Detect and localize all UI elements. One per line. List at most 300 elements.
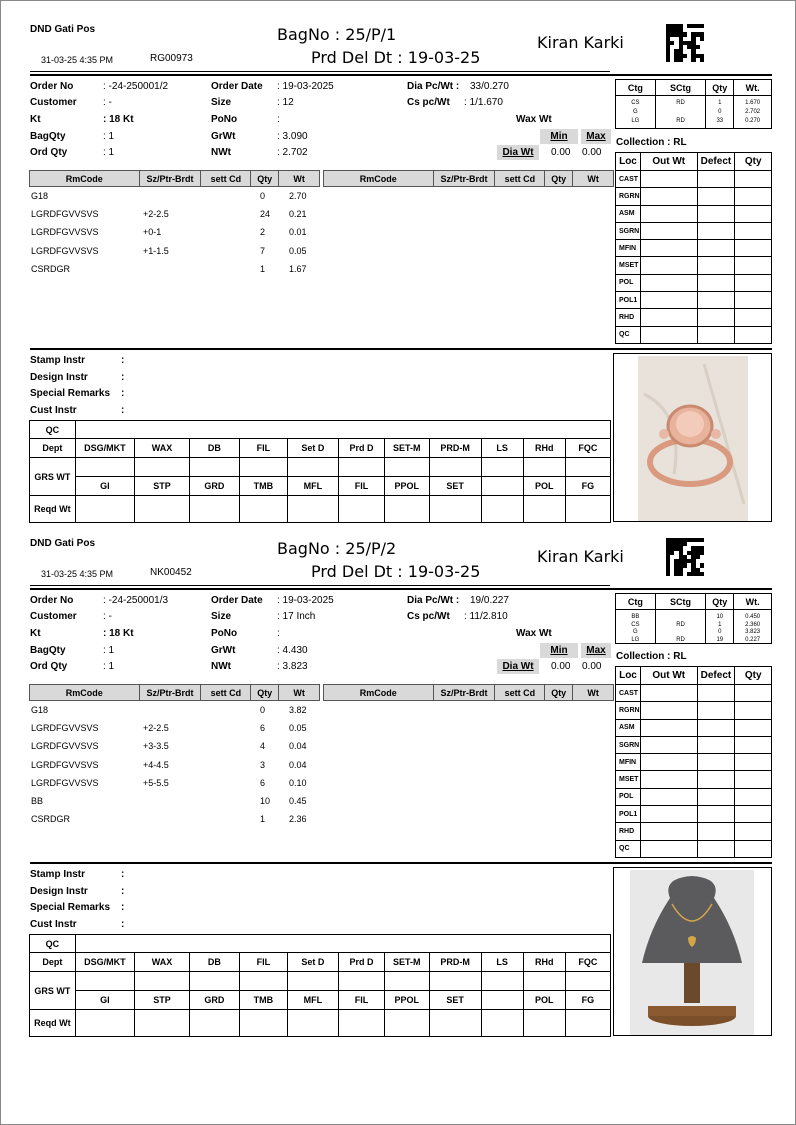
collection-label: Collection : RL: [616, 651, 687, 662]
rm-col-header: Qty: [545, 685, 573, 701]
ctg-value: G: [633, 109, 638, 115]
dept2-header: MFL: [287, 477, 338, 496]
ring-photo: [614, 354, 772, 522]
loc-entry-cell[interactable]: [640, 222, 697, 239]
rm-cell: G18: [31, 705, 49, 715]
loc-entry-cell[interactable]: [697, 702, 735, 719]
rm-cell: +0-1: [143, 227, 162, 238]
production-delivery-date: Prd Del Dt : 19-03-25: [311, 48, 481, 67]
ctg-value: 3.823: [745, 629, 761, 635]
loc-name: MFIN: [616, 754, 641, 771]
ctg-value: BB: [631, 614, 640, 620]
rm-cell: 1: [260, 263, 266, 274]
rm-cell: 1.67: [289, 263, 307, 274]
ctg-value: 1: [718, 100, 722, 106]
dept-header: Dept: [30, 439, 76, 458]
max-header: Max: [581, 643, 611, 658]
loc-entry-cell[interactable]: [640, 771, 697, 788]
loc-entry-cell[interactable]: [640, 292, 697, 309]
product-photo: [613, 353, 772, 522]
instruction-label: Design Instr: [30, 885, 88, 897]
loc-entry-cell[interactable]: [735, 309, 772, 326]
loc-entry-cell[interactable]: [697, 840, 735, 857]
rm-cell: 0.04: [289, 741, 307, 752]
loc-entry-cell[interactable]: [697, 205, 735, 222]
assignee-name: Kiran Karki: [537, 547, 624, 566]
ctg-value: 10: [716, 614, 724, 620]
rm-cell: +3-3.5: [143, 741, 169, 752]
loc-name: RHD: [616, 309, 641, 326]
dept2-header: SET: [429, 477, 481, 496]
ctg-cell: [655, 96, 706, 129]
qr-code-icon: [666, 24, 704, 62]
loc-entry-cell[interactable]: [697, 188, 735, 205]
dept2-header: POL: [523, 991, 565, 1010]
loc-name: RGRN: [616, 702, 641, 719]
loc-entry-cell[interactable]: [640, 754, 697, 771]
company-name: DND Gati Pos: [30, 24, 96, 35]
rm-cell: 2.70: [289, 191, 307, 201]
pono-value: :: [277, 628, 280, 639]
loc-name: SGRN: [616, 736, 641, 753]
rm-cell: 3: [260, 759, 266, 770]
rm-cell: 2: [260, 227, 266, 238]
loc-name: POL: [616, 788, 641, 805]
loc-entry-cell[interactable]: [735, 736, 772, 753]
min-value: 0.00: [551, 661, 571, 672]
bagqty-value: : 1: [103, 131, 115, 142]
dept-entry-cell[interactable]: [338, 458, 384, 477]
dept-header: PRD-M: [429, 439, 481, 458]
rm-cell: 0.05: [289, 245, 307, 256]
size-value: : 12: [277, 97, 294, 108]
dept-header: DB: [189, 953, 239, 972]
ctg-col-header: Qty: [706, 594, 734, 610]
dept-header: DB: [189, 439, 239, 458]
dept-entry-cell[interactable]: [135, 1010, 190, 1037]
dept-entry-cell[interactable]: [287, 458, 338, 477]
loc-name: CAST: [616, 685, 641, 702]
print-datetime: 31-03-25 4:35 PM: [41, 55, 114, 65]
loc-entry-cell[interactable]: [697, 171, 735, 188]
cs-pcwt-value: : 11/2.810: [464, 611, 508, 622]
loc-entry-cell[interactable]: [640, 326, 697, 343]
loc-entry-cell[interactable]: [697, 685, 735, 702]
loc-entry-cell[interactable]: [735, 205, 772, 222]
dept2-header: FG: [565, 991, 610, 1010]
ctg-cell: [655, 610, 706, 644]
dept-header: SET-M: [385, 439, 429, 458]
dept2-header: GI: [75, 991, 134, 1010]
dept-entry-cell[interactable]: [75, 935, 610, 953]
dept-entry-cell[interactable]: [189, 458, 239, 477]
loc-name: ASM: [616, 205, 641, 222]
loc-entry-cell[interactable]: [640, 806, 697, 823]
ctg-value: LG: [631, 636, 640, 643]
rm-col-header: Sz/Ptr-Brdt: [139, 171, 201, 187]
dept-entry-cell[interactable]: [523, 458, 565, 477]
order-date-label: Order Date: [211, 81, 263, 92]
rm-col-header: RmCode: [30, 685, 140, 701]
loc-name: ASM: [616, 719, 641, 736]
rm-cell: LGRDFGVVSVS: [31, 245, 99, 256]
grwt-value: : 3.090: [277, 131, 308, 142]
dept-header: FIL: [239, 439, 287, 458]
rm-cell: CSRDGR: [31, 814, 71, 825]
instruction-colon: :: [121, 371, 125, 383]
dept-header: FQC: [565, 953, 610, 972]
dept2-header: TMB: [239, 477, 287, 496]
rm-cell: LGRDFGVVSVS: [31, 777, 99, 788]
loc-entry-cell[interactable]: [697, 292, 735, 309]
rm-col-header: Qty: [251, 685, 279, 701]
min-header: Min: [540, 643, 578, 658]
loc-entry-cell[interactable]: [640, 205, 697, 222]
loc-entry-cell[interactable]: [697, 274, 735, 291]
grwt-label: GrWt: [211, 645, 236, 656]
dept2-header: POL: [523, 477, 565, 496]
production-delivery-date: Prd Del Dt : 19-03-25: [311, 562, 481, 581]
max-value: 0.00: [582, 147, 602, 158]
dept-entry-cell[interactable]: [239, 1010, 287, 1037]
loc-name: RHD: [616, 823, 641, 840]
loc-entry-cell[interactable]: [735, 188, 772, 205]
customer-value: : -: [103, 611, 112, 622]
loc-entry-cell[interactable]: [697, 326, 735, 343]
kt-label: Kt: [30, 114, 41, 125]
size-label: Size: [211, 611, 232, 622]
dept-entry-cell[interactable]: [481, 1010, 523, 1037]
raw-material-table: [29, 684, 320, 701]
loc-name: POL1: [616, 806, 641, 823]
dept2-header: STP: [135, 991, 190, 1010]
dept2-header: MFL: [287, 991, 338, 1010]
wax-wt-label: Wax Wt: [516, 628, 552, 639]
rm-cell: 0.01: [289, 227, 307, 238]
dept-header: Prd D: [338, 439, 384, 458]
ctg-value: [656, 628, 706, 636]
dept-entry-cell[interactable]: [189, 972, 239, 991]
dept-header: FQC: [565, 439, 610, 458]
dept2-header: FIL: [338, 991, 384, 1010]
loc-entry-cell[interactable]: [735, 806, 772, 823]
loc-entry-cell[interactable]: [640, 257, 697, 274]
loc-name: SGRN: [616, 222, 641, 239]
loc-entry-cell[interactable]: [735, 840, 772, 857]
loc-entry-cell[interactable]: [697, 754, 735, 771]
ctg-cell: [616, 610, 656, 644]
loc-entry-cell[interactable]: [735, 685, 772, 702]
ctg-value: RD: [676, 636, 685, 643]
dept-entry-cell[interactable]: [481, 972, 523, 991]
company-name: DND Gati Pos: [30, 538, 96, 549]
ctg-value: 0: [718, 109, 722, 115]
dept-entry-cell[interactable]: [429, 1010, 481, 1037]
instruction-label: Design Instr: [30, 371, 88, 383]
kt-value: : 18 Kt: [103, 628, 134, 639]
dept-header: LS: [481, 439, 523, 458]
loc-entry-cell[interactable]: [640, 309, 697, 326]
ctg-cell: [616, 96, 656, 129]
dept-header: Prd D: [338, 953, 384, 972]
loc-entry-cell[interactable]: [735, 771, 772, 788]
dept-entry-cell[interactable]: [135, 458, 190, 477]
loc-entry-cell[interactable]: [697, 736, 735, 753]
dept2-header: TMB: [239, 991, 287, 1010]
loc-entry-cell[interactable]: [735, 171, 772, 188]
loc-entry-cell[interactable]: [735, 326, 772, 343]
ctg-cell: [706, 96, 734, 129]
ctg-value: [656, 613, 706, 621]
rm-col-header: Wt: [279, 685, 320, 701]
loc-entry-cell[interactable]: [640, 240, 697, 257]
rm-cell: 0: [260, 191, 266, 201]
department-table: [29, 934, 611, 1037]
rm-cell: +1-1.5: [143, 245, 169, 256]
size-value: : 17 Inch: [277, 611, 316, 622]
ctg-value: LG: [631, 118, 640, 124]
loc-entry-cell[interactable]: [697, 309, 735, 326]
kt-value: : 18 Kt: [103, 114, 134, 125]
loc-entry-cell[interactable]: [735, 222, 772, 239]
dept-entry-cell[interactable]: [239, 972, 287, 991]
loc-col-header: Qty: [735, 667, 772, 685]
dept-entry-cell[interactable]: [523, 1010, 565, 1037]
max-header: Max: [581, 129, 611, 144]
dept-header: FIL: [239, 953, 287, 972]
ctg-col-header: Wt.: [734, 594, 772, 610]
department-table: [29, 420, 611, 523]
loc-entry-cell[interactable]: [735, 292, 772, 309]
rm-col-header: sett Cd: [201, 171, 251, 187]
loc-col-header: Loc: [616, 153, 641, 171]
ctg-value: 2.702: [745, 109, 761, 115]
loc-entry-cell[interactable]: [735, 274, 772, 291]
dept-entry-cell[interactable]: [481, 458, 523, 477]
loc-col-header: Loc: [616, 667, 641, 685]
dept-entry-cell[interactable]: [75, 421, 610, 439]
rm-cell: 3.82: [289, 705, 307, 715]
raw-material-table-right: [323, 170, 614, 187]
dept2-header: [481, 477, 523, 496]
loc-entry-cell[interactable]: [735, 823, 772, 840]
dept-entry-cell[interactable]: [385, 1010, 429, 1037]
loc-entry-cell[interactable]: [640, 840, 697, 857]
nwt-label: NWt: [211, 147, 231, 158]
rm-cell: +2-2.5: [143, 723, 169, 734]
loc-entry-cell[interactable]: [735, 240, 772, 257]
rm-cell: 0.10: [289, 777, 307, 788]
ctg-col-header: Qty: [706, 80, 734, 96]
rm-cell: BB: [31, 796, 44, 806]
order-no-label: Order No: [30, 595, 74, 606]
loc-entry-cell[interactable]: [735, 719, 772, 736]
instruction-label: Cust Instr: [30, 918, 77, 930]
order-no-label: Order No: [30, 81, 74, 92]
loc-entry-cell[interactable]: [697, 257, 735, 274]
loc-entry-cell[interactable]: [640, 274, 697, 291]
kt-label: Kt: [30, 628, 41, 639]
ctg-value: 1.670: [745, 100, 761, 106]
cs-pcwt-label: Cs pc/Wt: [407, 611, 450, 622]
rm-cell: 6: [260, 723, 266, 734]
order-date-value: : 19-03-2025: [277, 81, 334, 92]
dept-entry-cell[interactable]: [287, 1010, 338, 1037]
dept2-header: GRD: [189, 477, 239, 496]
loc-entry-cell[interactable]: [697, 823, 735, 840]
rm-cell: 2.36: [289, 814, 307, 825]
rm-cell: 6: [260, 777, 266, 788]
rm-col-header: Wt: [279, 171, 320, 187]
loc-entry-cell[interactable]: [697, 719, 735, 736]
dept-entry-cell[interactable]: [75, 972, 134, 991]
dept-entry-cell[interactable]: [75, 1010, 134, 1037]
dept-entry-cell[interactable]: [135, 972, 190, 991]
order-date-value: : 19-03-2025: [277, 595, 334, 606]
rm-cell: LGRDFGVVSVS: [31, 723, 99, 734]
location-table: [615, 666, 772, 858]
rm-col-header: Sz/Ptr-Brdt: [433, 685, 495, 701]
dept-entry-cell[interactable]: [75, 458, 134, 477]
dept2-header: SET: [429, 991, 481, 1010]
rm-cell: 7: [260, 245, 266, 256]
nwt-value: : 3.823: [277, 661, 308, 672]
necklace-photo: [614, 868, 772, 1036]
rm-cell: +4-4.5: [143, 759, 169, 770]
qc-label: QC: [30, 935, 76, 953]
ctg-value: 19: [716, 636, 724, 643]
rm-col-header: RmCode: [324, 171, 434, 187]
grs-wt-label: GRS WT: [30, 458, 76, 496]
loc-entry-cell[interactable]: [640, 188, 697, 205]
dept-entry-cell[interactable]: [429, 458, 481, 477]
dept-entry-cell[interactable]: [385, 972, 429, 991]
dept-entry-cell[interactable]: [287, 972, 338, 991]
dept-entry-cell[interactable]: [429, 972, 481, 991]
loc-name: POL1: [616, 292, 641, 309]
rm-cell: LGRDFGVVSVS: [31, 209, 99, 220]
loc-entry-cell[interactable]: [640, 788, 697, 805]
rm-cell: LGRDFGVVSVS: [31, 741, 99, 752]
rm-col-header: Wt: [573, 171, 614, 187]
dept-entry-cell[interactable]: [385, 458, 429, 477]
instruction-label: Stamp Instr: [30, 355, 86, 366]
instruction-label: Stamp Instr: [30, 869, 86, 880]
dept-entry-cell[interactable]: [338, 1010, 384, 1037]
rm-col-header: Sz/Ptr-Brdt: [139, 685, 201, 701]
rm-cell: +2-2.5: [143, 209, 169, 220]
ctg-col-header: Ctg: [616, 594, 656, 610]
nwt-label: NWt: [211, 661, 231, 672]
rm-cell: 0.45: [289, 796, 307, 806]
cs-pcwt-value: : 1/1.670: [464, 97, 503, 108]
category-table: [615, 79, 772, 129]
dept-entry-cell[interactable]: [523, 972, 565, 991]
order-no-value: : -24-250001/2: [103, 81, 169, 92]
bag-card: [0, 514, 796, 1029]
loc-entry-cell[interactable]: [640, 702, 697, 719]
dept2-header: GRD: [189, 991, 239, 1010]
loc-entry-cell[interactable]: [640, 685, 697, 702]
ctg-value: 33: [716, 118, 724, 124]
loc-entry-cell[interactable]: [697, 222, 735, 239]
dia-wt-label: Dia Wt: [497, 145, 539, 160]
loc-col-header: Defect: [697, 667, 735, 685]
ctg-value: 0: [718, 629, 722, 635]
loc-entry-cell[interactable]: [697, 788, 735, 805]
dia-pcwt-label: Dia Pc/Wt :: [407, 595, 460, 606]
loc-name: QC: [616, 840, 641, 857]
category-table: [615, 593, 772, 644]
dept-header: Set D: [287, 953, 338, 972]
dept-header: WAX: [135, 439, 190, 458]
loc-entry-cell[interactable]: [640, 171, 697, 188]
loc-entry-cell[interactable]: [735, 788, 772, 805]
loc-entry-cell[interactable]: [640, 823, 697, 840]
loc-entry-cell[interactable]: [697, 806, 735, 823]
reqd-wt-label: Reqd Wt: [30, 496, 76, 523]
rm-cell: 0.21: [289, 209, 307, 220]
loc-entry-cell[interactable]: [697, 240, 735, 257]
rm-col-header: Qty: [545, 171, 573, 187]
order-date-label: Order Date: [211, 595, 263, 606]
dept2-header: [481, 991, 523, 1010]
ordqty-label: Ord Qty: [30, 147, 68, 158]
rm-cell: 0: [260, 705, 266, 715]
dia-pcwt-label: Dia Pc/Wt :: [407, 81, 460, 92]
dept-entry-cell[interactable]: [239, 458, 287, 477]
min-value: 0.00: [551, 147, 571, 158]
dept-entry-cell[interactable]: [565, 458, 610, 477]
dept-entry-cell[interactable]: [565, 972, 610, 991]
ctg-col-header: Ctg: [616, 80, 656, 96]
rm-cell: LGRDFGVVSVS: [31, 759, 99, 770]
wax-wt-label: Wax Wt: [516, 114, 552, 125]
ctg-value: RD: [676, 621, 685, 628]
ctg-value: 0.450: [745, 614, 761, 620]
rm-col-header: sett Cd: [495, 685, 545, 701]
instruction-colon: :: [121, 902, 125, 913]
loc-entry-cell[interactable]: [640, 719, 697, 736]
loc-entry-cell[interactable]: [697, 771, 735, 788]
location-table: [615, 152, 772, 344]
loc-name: MFIN: [616, 240, 641, 257]
pono-label: PoNo: [211, 628, 238, 639]
dept-entry-cell[interactable]: [565, 1010, 610, 1037]
loc-name: RGRN: [616, 188, 641, 205]
loc-col-header: Qty: [735, 153, 772, 171]
loc-entry-cell[interactable]: [735, 754, 772, 771]
rm-col-header: sett Cd: [201, 685, 251, 701]
customer-label: Customer: [30, 611, 77, 622]
dept-entry-cell[interactable]: [189, 1010, 239, 1037]
rm-cell: LGRDFGVVSVS: [31, 227, 99, 238]
rm-col-header: RmCode: [30, 171, 140, 187]
bag-number: BagNo : 25/P/2: [277, 539, 397, 558]
size-label: Size: [211, 97, 232, 108]
order-no-value: : -24-250001/3: [103, 595, 169, 606]
dept-header: LS: [481, 953, 523, 972]
loc-name: CAST: [616, 171, 641, 188]
instruction-label: Special Remarks: [30, 388, 111, 399]
dia-pcwt-value: 33/0.270: [470, 81, 509, 92]
loc-entry-cell[interactable]: [735, 257, 772, 274]
loc-entry-cell[interactable]: [640, 736, 697, 753]
loc-entry-cell[interactable]: [735, 702, 772, 719]
rm-cell: 1: [260, 814, 266, 825]
dia-wt-label: Dia Wt: [497, 659, 539, 674]
dept-entry-cell[interactable]: [338, 972, 384, 991]
